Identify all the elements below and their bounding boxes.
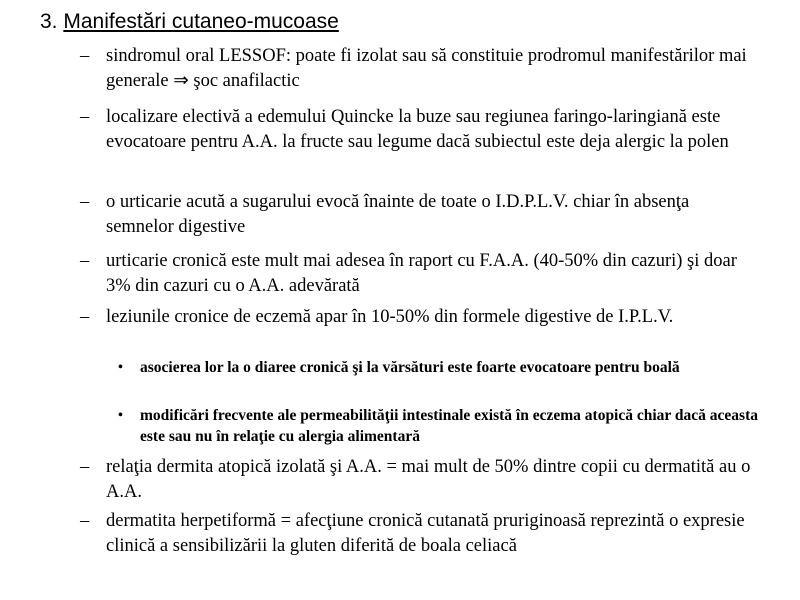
list-item-text: relaţia dermita atopică izolată şi A.A. = mai mult de 50% dintre copii cu dermatită au o A.A. [106, 457, 751, 502]
list-item-text: urticarie cronică este mult mai adesea în raport cu F.A.A. (40-50% din cazuri) şi doar 3% din cazuri cu o A.A. adevărată [106, 251, 737, 296]
sub-list-item [118, 357, 758, 378]
list-item [80, 105, 760, 155]
dash-bullet: – [80, 251, 90, 271]
list-item-text: dermatita herpetiformă = afecţiune cronică cutanată pruriginoasă reprezintă o expresie clinică a sensibilizării la gluten diferită de boala celiacă [106, 511, 745, 556]
list-item-text: localizare electivă a edemului Quincke la buze sau regiunea faringo-laringiană este evocatoare pentru A.A. la fructe sau legume dacă subiectul este deja alergic la polen [106, 107, 729, 152]
dash-bullet: – [80, 192, 90, 212]
dash-bullet: – [80, 457, 90, 477]
list-item [80, 190, 760, 240]
section-title: Manifestări cutaneo-mucoase [63, 10, 339, 33]
sub-list-item [118, 405, 758, 447]
sub-list-item-text: modificări frecvente ale permeabilităţii intestinale există în eczema atopică chiar dacă aceasta este sau nu în relaţie cu alergia alimentară [140, 407, 758, 445]
dot-bullet: • [118, 408, 123, 423]
list-item-text: leziunile cronice de eczemă apar în 10-50% din formele digestive de I.P.L.V. [106, 307, 674, 327]
section-heading [40, 8, 339, 36]
dash-bullet: – [80, 46, 90, 66]
dot-bullet: • [118, 360, 123, 375]
list-item [80, 509, 760, 559]
section-number: 3. [40, 10, 58, 33]
dash-bullet: – [80, 107, 90, 127]
list-item-text: sindromul oral LESSOF: poate fi izolat sau să constituie prodromul manifestărilor mai generale ⇒ şoc anafilactic [106, 46, 747, 91]
sub-list-item-text: asocierea lor la o diaree cronică şi la vărsături este foarte evocatoare pentru boală [140, 359, 680, 376]
list-item [80, 305, 760, 330]
list-item [80, 44, 760, 94]
list-item-text: o urticarie acută a sugarului evocă înainte de toate o I.D.P.L.V. chiar în absenţa semnelor digestive [106, 192, 690, 237]
list-item [80, 249, 760, 299]
dash-bullet: – [80, 307, 90, 327]
dash-bullet: – [80, 511, 90, 531]
list-item [80, 455, 760, 505]
